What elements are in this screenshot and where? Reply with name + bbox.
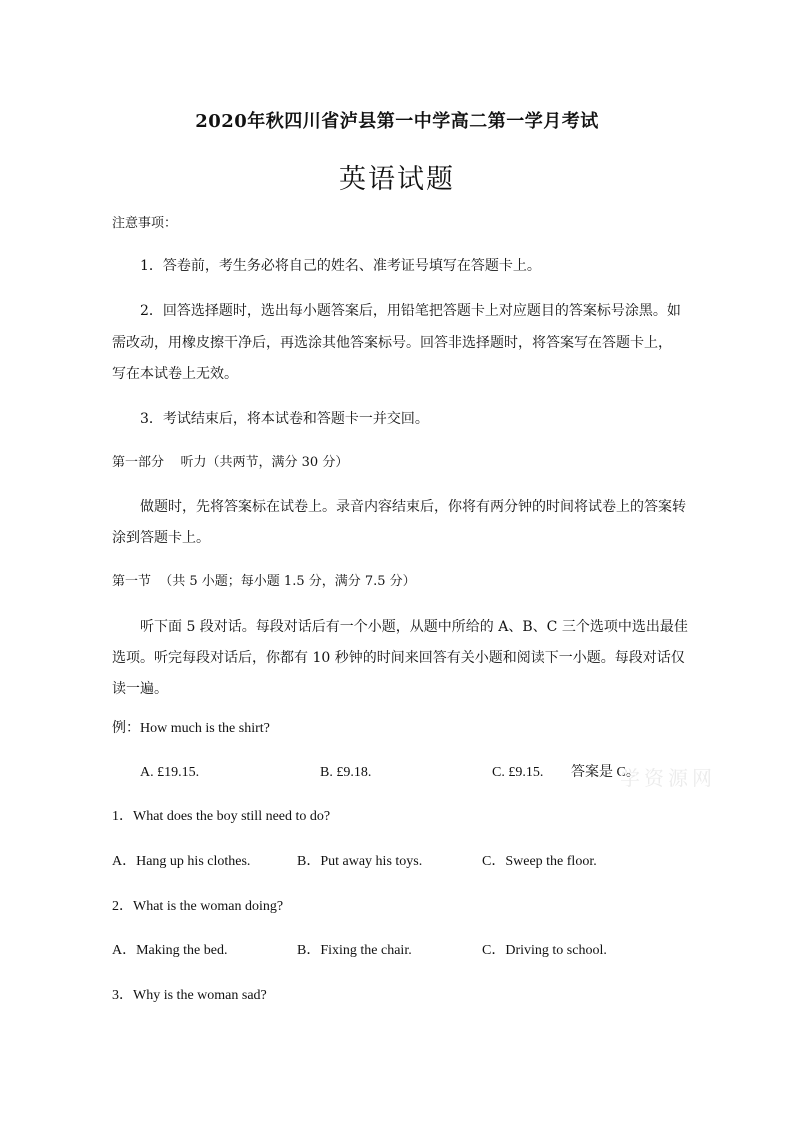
example-answer: 答案是 C。 [571,765,640,780]
example-option-a: A. £19.15. [140,765,200,780]
watermark: 学资源网 [620,766,716,790]
note-item-2-line-2: 需改动，用橡皮擦干净后，再选涂其他答案标号。回答非选择题时，将答案写在答题卡上， [112,335,672,351]
section-1-instruction-line-2: 选项。听完每段对话后，你都有 10 秒钟的时间来回答有关小题和阅读下一小题。每段对话仅 [112,650,685,666]
note-item-2-line-3: 写在本试卷上无效。 [112,366,238,382]
question-1-option-a: A．Hang up his clothes. [112,854,251,869]
part-1-instruction-line-2: 涂到答题卡上。 [112,530,210,546]
question-3: 3．Why is the woman sad? [112,988,267,1003]
note-item-2-line-1: 2．回答选择题时，选出每小题答案后，用铅笔把答题卡上对应题目的答案标号涂黑。如 [140,303,681,319]
example-option-c: C. £9.15. [492,765,544,780]
part-1-heading: 第一部分 听力（共两节，满分 30 分） [112,455,349,470]
example-question: 例：How much is the shirt? [112,721,270,736]
note-item-3: 3．考试结束后，将本试卷和答题卡一并交回。 [140,411,429,427]
section-1-heading: 第一节 （共 5 小题；每小题 1.5 分，满分 7.5 分） [112,574,416,589]
subject-title: 英语试题 [339,164,455,195]
note-item-1: 1．答卷前，考生务必将自己的姓名、准考证号填写在答题卡上。 [140,258,541,274]
question-2-option-a: A．Making the bed. [112,943,228,958]
question-1-option-c: C．Sweep the floor. [482,854,597,869]
section-1-instruction-line-1: 听下面 5 段对话。每段对话后有一个小题，从题中所给的 A、B、C 三个选项中选出最佳 [140,619,688,635]
notes-heading: 注意事项： [112,216,178,231]
section-1-instruction-line-3: 读一遍。 [112,681,168,697]
question-2: 2．What is the woman doing? [112,899,284,914]
example-option-b: B. £9.18. [320,765,372,780]
question-1: 1．What does the boy still need to do? [112,809,331,824]
exam-title: 2020年秋四川省泸县第一中学高二第一学月考试 [195,111,599,132]
part-1-instruction-line-1: 做题时，先将答案标在试卷上。录音内容结束后，你将有两分钟的时间将试卷上的答案转 [140,499,686,515]
question-2-option-b: B．Fixing the chair. [297,943,412,958]
question-1-option-b: B．Put away his toys. [297,854,423,869]
question-2-option-c: C．Driving to school. [482,943,607,958]
